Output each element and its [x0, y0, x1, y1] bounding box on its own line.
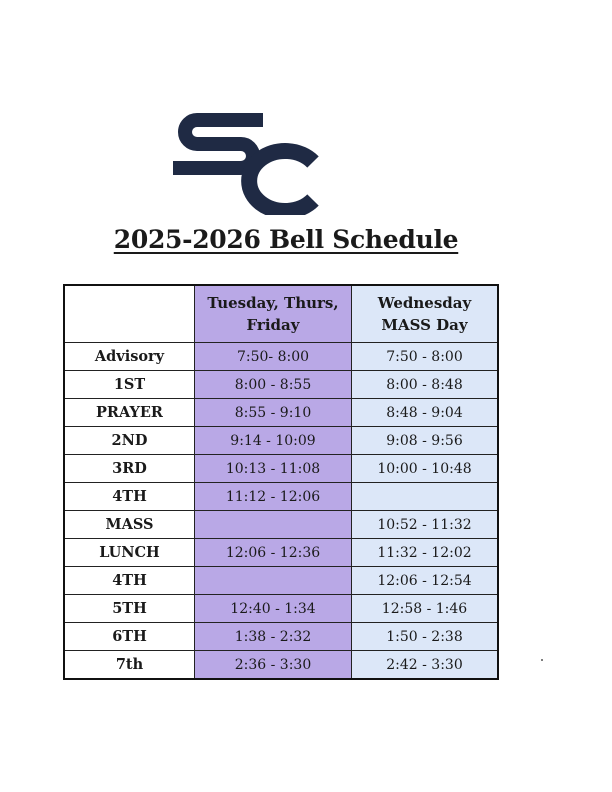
period-cell: 4TH: [65, 483, 195, 510]
period-cell: LUNCH: [65, 539, 195, 566]
table-row: [65, 510, 497, 538]
tue-time-cell: 9:14 - 10:09: [195, 427, 352, 454]
table-row: [65, 342, 497, 370]
bell-schedule-table: [63, 284, 499, 680]
period-cell: 4TH: [65, 567, 195, 594]
wed-time-cell: 8:48 - 9:04: [352, 399, 497, 426]
tue-time-cell: 10:13 - 11:08: [195, 455, 352, 482]
wed-time-cell: 8:00 - 8:48: [352, 371, 497, 398]
table-row: [65, 426, 497, 454]
header-wed-line1: Wednesday: [377, 294, 472, 312]
wed-time-cell: 9:08 - 9:56: [352, 427, 497, 454]
wed-time-cell: 10:00 - 10:48: [352, 455, 497, 482]
wed-time-cell: 12:06 - 12:54: [352, 567, 497, 594]
table-row: [65, 482, 497, 510]
wed-time-cell: 10:52 - 11:32: [352, 511, 497, 538]
period-cell: 1ST: [65, 371, 195, 398]
period-cell: 2ND: [65, 427, 195, 454]
wed-time-cell: 2:42 - 3:30: [352, 651, 497, 678]
header-wed-line2: MASS Day: [381, 316, 468, 334]
table-row: [65, 594, 497, 622]
period-cell: PRAYER: [65, 399, 195, 426]
table-row: [65, 398, 497, 426]
wed-time-cell: 12:58 - 1:46: [352, 595, 497, 622]
tue-time-cell: [195, 567, 352, 594]
tue-time-cell: 11:12 - 12:06: [195, 483, 352, 510]
header-tue-line2: Friday: [246, 316, 300, 334]
period-cell: 7th: [65, 651, 195, 678]
period-cell: Advisory: [65, 343, 195, 370]
tue-time-cell: 12:40 - 1:34: [195, 595, 352, 622]
page-title: 2025-2026 Bell Schedule: [113, 225, 459, 254]
wed-time-cell: 1:50 - 2:38: [352, 623, 497, 650]
tue-time-cell: 8:00 - 8:55: [195, 371, 352, 398]
tue-time-cell: [195, 511, 352, 538]
period-cell: 6TH: [65, 623, 195, 650]
header-tue-line1: Tuesday, Thurs,: [207, 294, 339, 312]
table-header-row: [65, 286, 497, 342]
tue-time-cell: 8:55 - 9:10: [195, 399, 352, 426]
header-period-cell: [65, 286, 195, 342]
header-tue-thu-fri: [195, 286, 352, 342]
sc-logo-icon: [163, 100, 323, 215]
tue-time-cell: 7:50- 8:00: [195, 343, 352, 370]
scan-speck: [541, 659, 543, 661]
wed-time-cell: [352, 483, 497, 510]
period-cell: 5TH: [65, 595, 195, 622]
wed-time-cell: 11:32 - 12:02: [352, 539, 497, 566]
wed-time-cell: 7:50 - 8:00: [352, 343, 497, 370]
period-cell: 3RD: [65, 455, 195, 482]
table-row: [65, 370, 497, 398]
tue-time-cell: 1:38 - 2:32: [195, 623, 352, 650]
tue-time-cell: 12:06 - 12:36: [195, 539, 352, 566]
period-cell: MASS: [65, 511, 195, 538]
table-row: [65, 650, 497, 678]
table-row: [65, 538, 497, 566]
tue-time-cell: 2:36 - 3:30: [195, 651, 352, 678]
table-row: [65, 566, 497, 594]
header-wednesday: [352, 286, 497, 342]
table-row: [65, 622, 497, 650]
table-row: [65, 454, 497, 482]
